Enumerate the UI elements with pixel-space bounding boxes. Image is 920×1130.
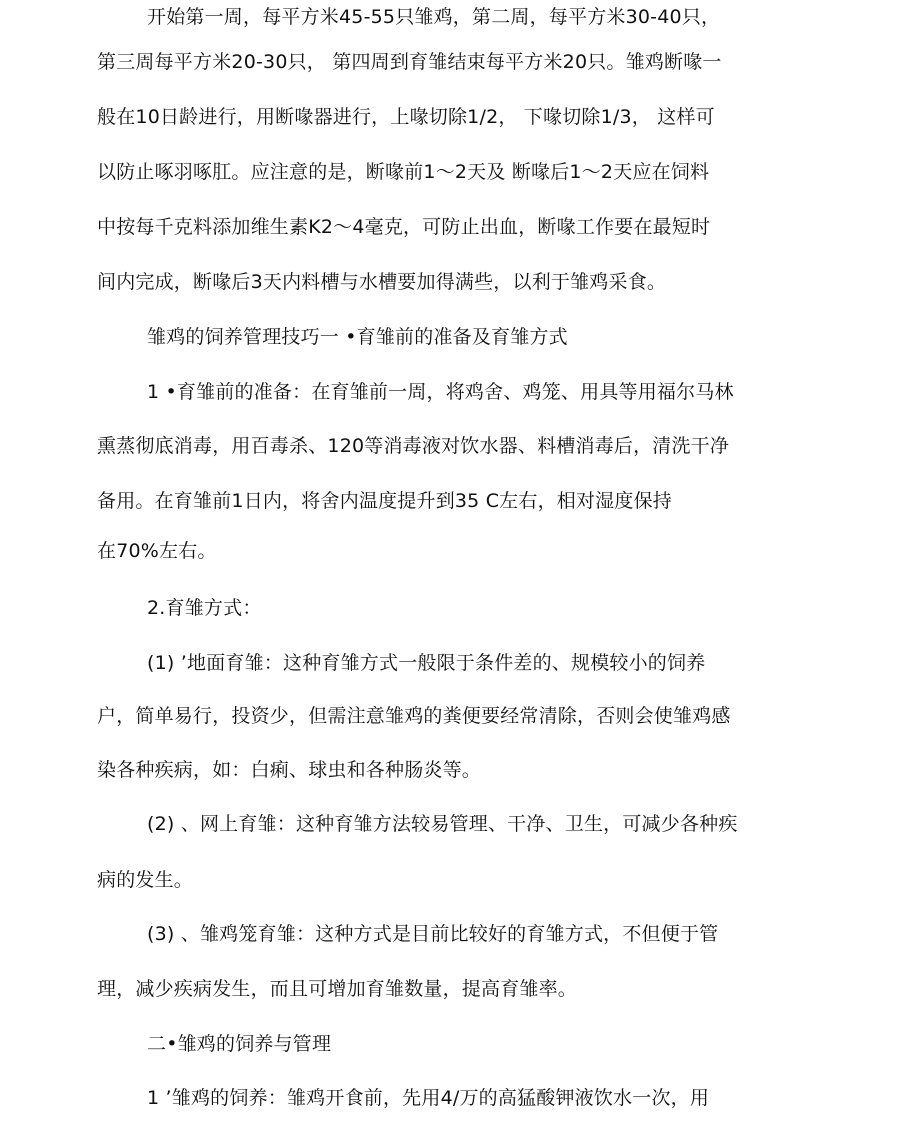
- subheading-brooding-methods: 2.育雏方式：: [147, 597, 262, 619]
- text-line-17: 理，减少疾病发生，而且可增加育雏数量，提高育雏率。: [97, 978, 578, 1000]
- text-line-18: 1 ’雏鸡的饲养：雏鸡开食前，先用4/万的高猛酸钾液饮水一次，用: [147, 1087, 710, 1109]
- text-line-2: 第三周每平方米20-30只， 第四周到育雏结束每平方米20只。雏鸡断喙一: [97, 51, 722, 73]
- text-line-9: 备用。在育雏前1日内，将舍内温度提升到35 C左右，相对湿度保持: [97, 490, 672, 512]
- text-line-3: 般在10日龄进行，用断喙器进行，上喙切除1/2， 下喙切除1/3， 这样可: [97, 106, 715, 128]
- text-line-6: 间内完成，断喙后3天内料槽与水槽要加得满些，以利于雏鸡采食。: [97, 271, 667, 293]
- text-line-1: 开始第一周，每平方米45-55只雏鸡，第二周，每平方米30-40只，: [147, 6, 721, 28]
- text-line-8: 熏蒸彻底消毒，用百毒杀、120等消毒液对饮水器、料槽消毒后，清洗干净: [97, 435, 730, 457]
- text-line-4: 以防止啄羽啄肛。应注意的是，断喙前1～2天及 断喙后1～2天应在饲料: [97, 161, 710, 183]
- text-line-12: 户，简单易行，投资少，但需注意雏鸡的粪便要经常清除，否则会使雏鸡感: [97, 705, 731, 727]
- text-line-13: 染各种疾病，如：白痢、球虫和各种肠炎等。: [97, 759, 482, 781]
- text-line-16: (3) 、雏鸡笼育雏：这种方式是目前比较好的育雏方式，不但便于管: [147, 923, 719, 945]
- text-line-11: (1) ’地面育雏：这种育雏方式一般限于条件差的、规模较小的饲养: [147, 652, 706, 674]
- text-line-10: 在70%左右。: [97, 540, 217, 562]
- text-line-7: 1 •育雏前的准备：在育雏前一周，将鸡舍、鸡笼、用具等用福尔马林: [147, 381, 734, 403]
- section-heading-1: 雏鸡的饲养管理技巧一 •育雏前的准备及育雏方式: [147, 326, 568, 348]
- section-heading-2: 二•雏鸡的饲养与管理: [147, 1033, 332, 1055]
- text-line-5: 中按每千克料添加维生素K2～4毫克，可防止出血，断喙工作要在最短时: [97, 216, 711, 238]
- text-line-15: 病的发生。: [97, 869, 194, 891]
- text-line-14: (2) 、网上育雏：这种育雏方法较易管理、干净、卫生，可减少各种疾: [147, 813, 738, 835]
